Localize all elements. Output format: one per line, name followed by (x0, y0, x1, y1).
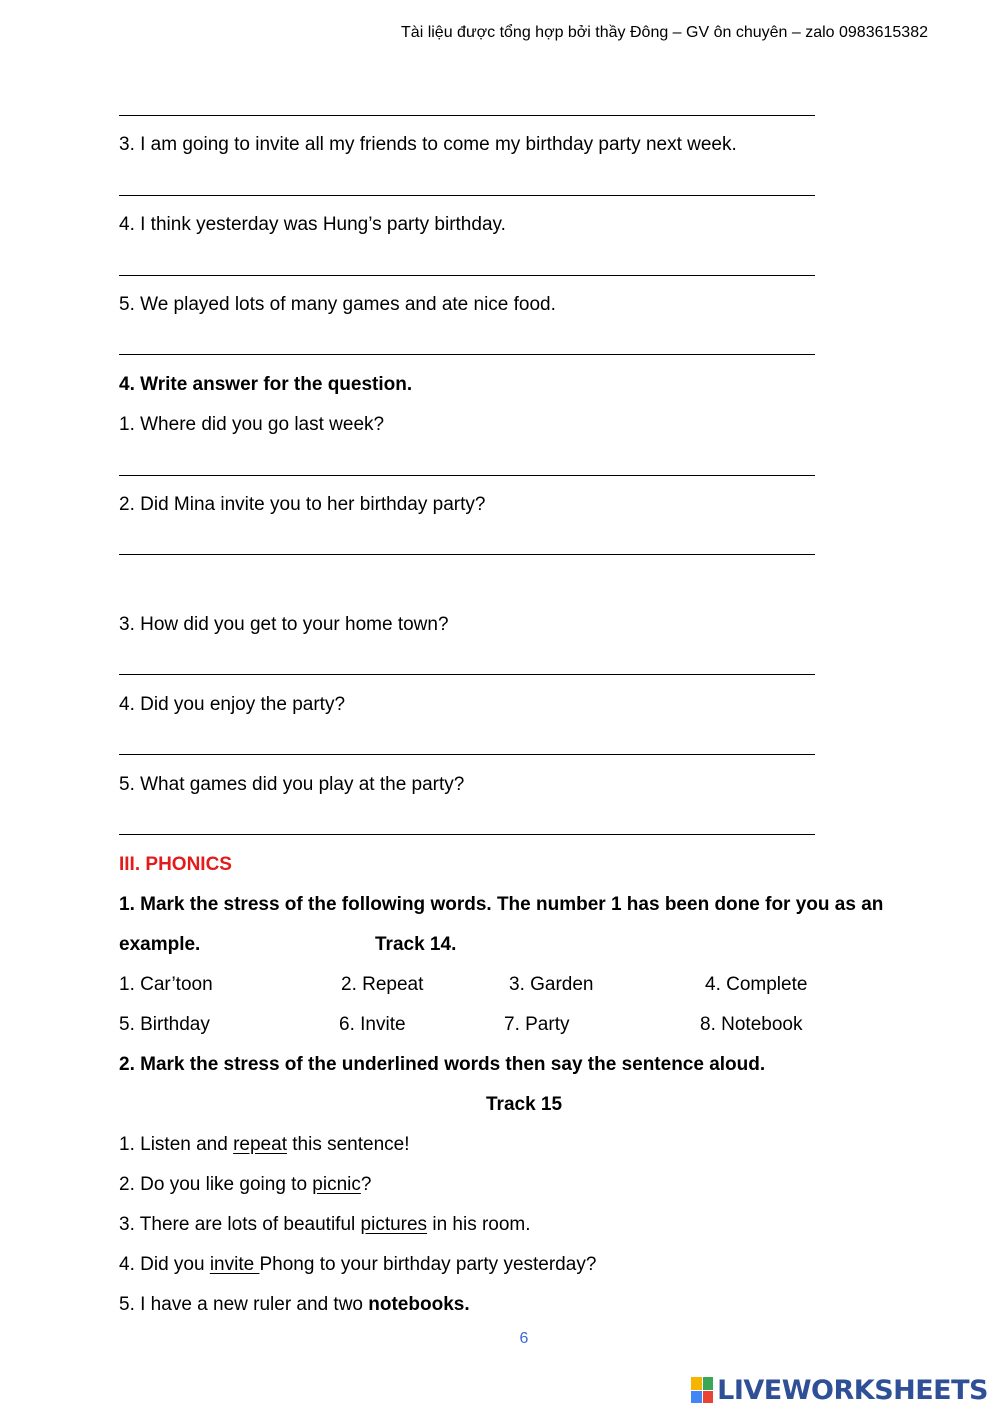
exercise-title: 2. Mark the stress of the underlined words then say the sentence aloud. (119, 1054, 766, 1075)
track-label: Track 14. (375, 934, 457, 955)
stress-word[interactable]: 5. Birthday (119, 1014, 210, 1035)
sentence: 5. I have a new ruler and two notebooks. (119, 1294, 470, 1315)
question: 5. What games did you play at the party? (119, 774, 465, 795)
answer-line[interactable] (119, 195, 815, 196)
phonics-heading: III. PHONICS (119, 854, 232, 875)
answer-line[interactable] (119, 674, 815, 675)
stress-word[interactable]: 4. Complete (705, 974, 808, 995)
stress-word[interactable]: 8. Notebook (700, 1014, 803, 1035)
exercise-title-cont: example. (119, 934, 201, 955)
exercise-item: 5. We played lots of many games and ate nice food. (119, 294, 556, 315)
exercise-title: 1. Mark the stress of the following words. The number 1 has been done for you as an (119, 894, 884, 915)
answer-line[interactable] (119, 834, 815, 835)
exercise-item: 3. I am going to invite all my friends to come my birthday party next week. (119, 134, 737, 155)
stress-word[interactable]: 1. Car’toon (119, 974, 213, 995)
underlined-word[interactable]: invite (209, 1254, 260, 1275)
liveworksheets-logo[interactable] (691, 1374, 988, 1406)
document-header: Tài liệu được tổng hợp bởi thầy Đông – GV ôn chuyên – zalo 0983615382 (401, 24, 928, 41)
stress-word[interactable]: 3. Garden (509, 974, 594, 995)
question: 2. Did Mina invite you to her birthday party? (119, 494, 486, 515)
stress-word[interactable]: 6. Invite (339, 1014, 406, 1035)
answer-line[interactable] (119, 275, 815, 276)
sentence: 1. Listen and repeat this sentence! (119, 1134, 410, 1155)
logo-grid-icon (691, 1377, 713, 1403)
underlined-word[interactable]: picnic (312, 1174, 361, 1195)
question: 1. Where did you go last week? (119, 414, 385, 435)
stress-word[interactable]: 7. Party (504, 1014, 570, 1035)
logo-text: LIVEWORKSHEETS (717, 1374, 988, 1406)
bold-word[interactable]: notebooks. (368, 1294, 470, 1315)
section-title: 4. Write answer for the question. (119, 374, 413, 395)
answer-line[interactable] (119, 754, 815, 755)
track-label: Track 15 (486, 1094, 563, 1115)
underlined-word[interactable]: repeat (233, 1134, 287, 1155)
answer-line[interactable] (119, 354, 815, 355)
question: 4. Did you enjoy the party? (119, 694, 346, 715)
question: 3. How did you get to your home town? (119, 614, 449, 635)
exercise-item: 4. I think yesterday was Hung’s party birthday. (119, 214, 506, 235)
underlined-word[interactable]: pictures (360, 1214, 428, 1235)
page-number: 6 (519, 1330, 529, 1347)
sentence: 2. Do you like going to picnic? (119, 1174, 372, 1195)
answer-line[interactable] (119, 115, 815, 116)
stress-word[interactable]: 2. Repeat (341, 974, 424, 995)
answer-line[interactable] (119, 554, 815, 555)
answer-line[interactable] (119, 475, 815, 476)
sentence: 4. Did you invite Phong to your birthday party yesterday? (119, 1254, 597, 1275)
sentence: 3. There are lots of beautiful pictures in his room. (119, 1214, 531, 1235)
